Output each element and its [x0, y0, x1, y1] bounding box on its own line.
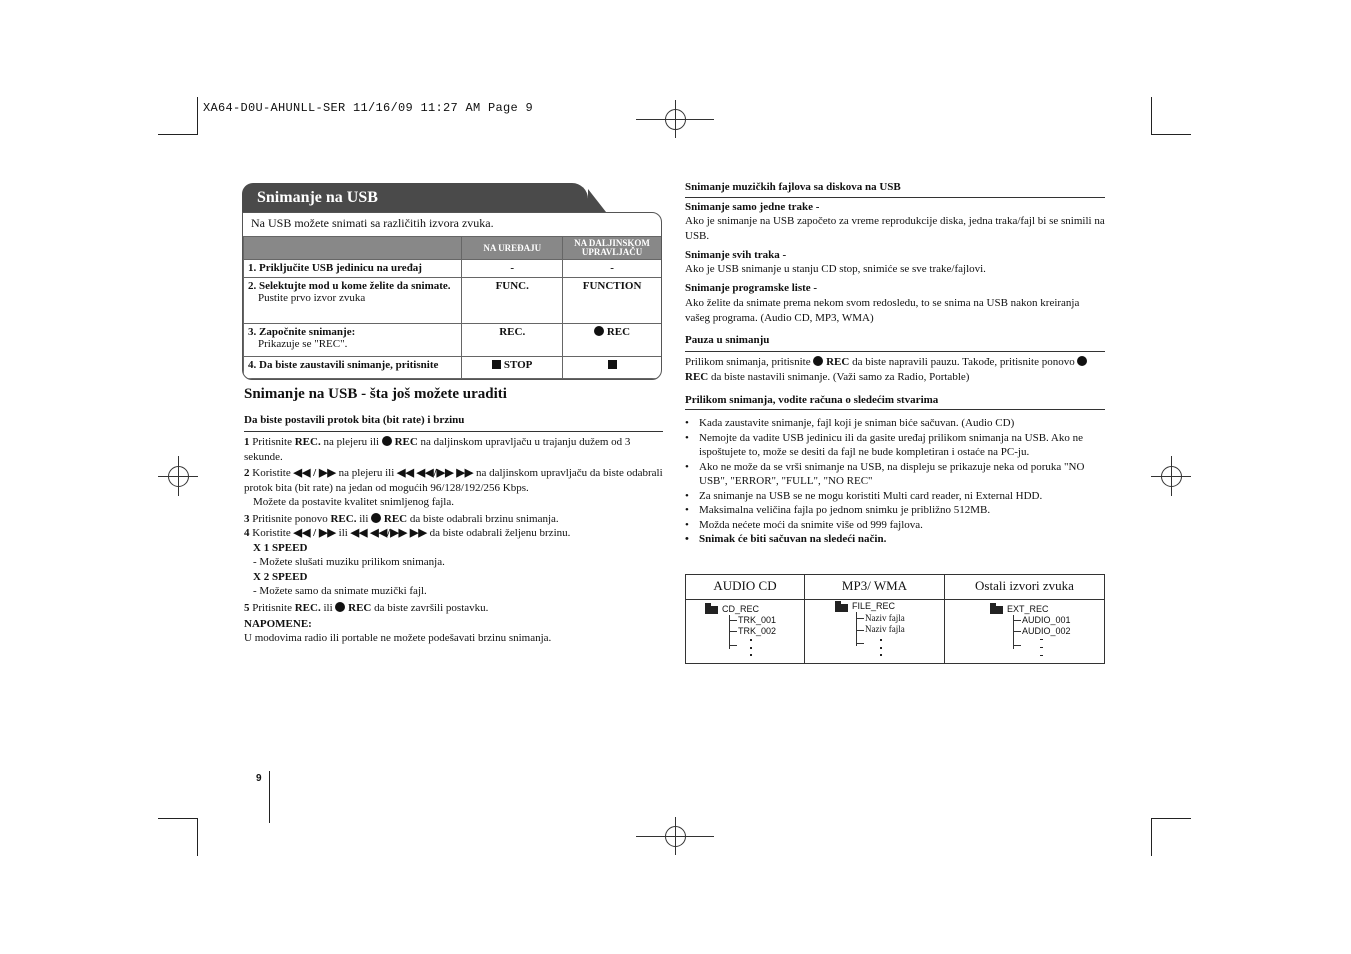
subsection-title: Da biste postavili protok bita (bit rate) i brzinu [244, 414, 465, 426]
folder-col-header: MP3/ WMA [805, 575, 944, 600]
bullet-list [685, 416, 1105, 547]
remote-cell: REC [606, 326, 631, 338]
device-cell: REC. [462, 324, 563, 357]
crop-mark [1151, 134, 1191, 135]
step-label: 4. Da biste zaustavili snimanje, pritisnite [248, 359, 439, 371]
all-tracks-title: Snimanje svih traka - [685, 249, 787, 261]
folder-icon [835, 604, 848, 612]
pause-text: Prilikom snimanja, pritisnite REC da biste napravili pauzu. Takođe, pritisnite ponovo REC da biste nastavili snimanje. (Važi samo za Radio, Portable) [685, 355, 1105, 384]
list-item: • Možda nećete moći da snimite više od 999 fajlova. [685, 518, 1105, 533]
device-cell: STOP [503, 359, 533, 371]
folder-col-header: AUDIO CD [686, 575, 804, 600]
list-item: • Nemojte da vadite USB jedinicu ili da gasite uređaj prilikom snimanja na USB. Ako ne ispoštujete to, može se desiti da fajl ne bude kompletiran i ostaće na PC-ju. [685, 431, 1105, 460]
step-label: 3. Započnite snimanje: [248, 326, 356, 338]
list-item: • Kada zaustavite snimanje, fajl koji je sniman biće sačuvan. (Audio CD) [685, 416, 1105, 431]
divider [685, 197, 1105, 198]
registration-mark [1151, 456, 1191, 496]
registration-mark [636, 100, 714, 138]
crop-mark [158, 134, 198, 135]
folder-col-audio-cd [686, 575, 804, 663]
program-text: Ako želite da snimate prema nekom svom redosledu, to se snima na USB nakon kreiranja vašeg programa. (Audio CD, MP3, WMA) [685, 297, 1080, 324]
col-remote: NA DALJINSKOM UPRAVLJAČU [563, 237, 662, 260]
crop-mark [1151, 818, 1191, 819]
list-item: • Za snimanje na USB se ne mogu koristiti Multi card reader, ni External HDD. [685, 489, 1105, 504]
folder-structure-table [685, 574, 1105, 664]
device-cell: FUNC. [462, 278, 563, 324]
crop-mark [1151, 97, 1152, 135]
file-name: Naziv fajla [865, 624, 905, 634]
page-number-rule [269, 771, 270, 823]
list-item: • Maksimalna veličina fajla po jednom snimku je približno 512MB. [685, 503, 1105, 518]
table-row [244, 324, 662, 357]
section-title: Snimanje na USB - šta još možete uraditi [244, 386, 507, 402]
crop-mark [158, 818, 198, 819]
folder-col-other-sources [945, 575, 1104, 663]
record-icon [1077, 356, 1087, 366]
remote-cell: FUNCTION [563, 278, 662, 324]
folder-col-mp3-wma [805, 575, 944, 663]
steps-table [243, 236, 662, 379]
subsection-title: Prilikom snimanja, vodite računa o sledećim stvarima [685, 394, 939, 406]
divider [685, 409, 1105, 410]
divider [685, 351, 1105, 352]
crop-mark [197, 97, 198, 135]
section-banner: Snimanje na USB [242, 183, 588, 212]
step-note: Prikazuje se "REC". [258, 338, 348, 350]
usb-steps-box [242, 212, 662, 380]
notes-title: NAPOMENE: [244, 618, 312, 630]
crop-mark [197, 818, 198, 856]
file-name: AUDIO_001 [1022, 615, 1071, 625]
col-device: NA UREĐAJU [462, 237, 563, 260]
device-cell: - [462, 260, 563, 278]
step-note: Pustite prvo izvor zvuka [258, 292, 366, 304]
folder-name: FILE_REC [852, 601, 896, 611]
folder-col-header: Ostali izvori zvuka [945, 575, 1104, 600]
stop-icon [492, 360, 501, 369]
folder-icon [705, 606, 718, 614]
bitrate-steps: 1 Pritisnite REC. na plejeru ili REC na daljinskom upravljaču u trajanju dužem od 3 sekunde. 2 Koristite ◀◀ / ▶▶ na plejeru ili ◀◀ ◀◀/▶▶ ▶▶ na daljinskom upravljaču da biste odabrali protok bita (bit rate) na jedan od mogućih 96/128/192/256 Kbps. Možete da postavite kvalitet snimljenog fajla. 3 Pritisnite ponovo REC. ili REC da biste odabrali brzinu snimanja. 4 Koristite ◀◀ / ▶▶ ili ◀◀ ◀◀/▶▶ ▶▶ da biste odabrali željenu brzinu. X 1 SPEED - Možete slušati muziku prilikom snimanja. X 2 SPEED - Možete samo da snimate muzički fajl. 5 Pritisnite REC. ili REC da biste završili postavku. [244, 436, 663, 614]
notes-text: U modovima radio ili portable ne možete podešavati brzinu snimanja. [244, 632, 552, 644]
file-name: TRK_002 [738, 626, 777, 636]
file-name: TRK_001 [738, 615, 777, 625]
folder-name: CD_REC [722, 604, 760, 614]
record-icon [813, 356, 823, 366]
folder-name: EXT_REC [1007, 604, 1049, 614]
file-name: AUDIO_002 [1022, 626, 1071, 636]
table-row [244, 278, 662, 324]
all-tracks-text: Ako je USB snimanje u stanju CD stop, snimiće se sve trake/fajlovi. [685, 263, 986, 275]
one-track-title: Snimanje samo jedne trake - [685, 201, 820, 213]
divider [244, 431, 663, 432]
crop-mark [1151, 818, 1152, 856]
table-row [244, 260, 662, 278]
print-slug: XA64-D0U-AHUNLL-SER 11/16/09 11:27 AM Page 9 [203, 101, 534, 115]
page-number: 9 [256, 773, 262, 784]
one-track-text: Ako je snimanje na USB započeto za vreme reprodukcije diska, jedna traka/fajl bi se snimili na USB. [685, 215, 1105, 242]
list-item: • Snimak će biti sačuvan na sledeći način. [685, 532, 1105, 547]
subsection-title: Pauza u snimanju [685, 334, 770, 346]
stop-icon [608, 360, 617, 369]
record-icon [594, 326, 604, 336]
table-row [244, 357, 662, 379]
record-icon [335, 602, 345, 612]
step-label: 2. Selektujte mod u kome želite da snimate. [248, 280, 451, 292]
record-icon [371, 513, 381, 523]
program-title: Snimanje programske liste - [685, 282, 818, 294]
remote-cell: - [563, 260, 662, 278]
list-item: • Ako ne može da se vrši snimanje na USB, na displeju se prikazuje neka od poruka "NO USB", "ERROR", "FULL", "NO REC" [685, 460, 1105, 489]
header-blank [244, 237, 462, 260]
registration-mark [158, 456, 198, 496]
registration-mark [636, 817, 714, 855]
step-label: 1. Priključite USB jedinicu na uređaj [248, 262, 422, 274]
record-icon [382, 436, 392, 446]
subsection-title: Snimanje muzičkih fajlova sa diskova na USB [685, 181, 901, 193]
folder-icon [990, 606, 1003, 614]
intro-text: Na USB možete snimati sa različitih izvora zvuka. [251, 216, 494, 230]
file-name: Naziv fajla [865, 613, 905, 623]
